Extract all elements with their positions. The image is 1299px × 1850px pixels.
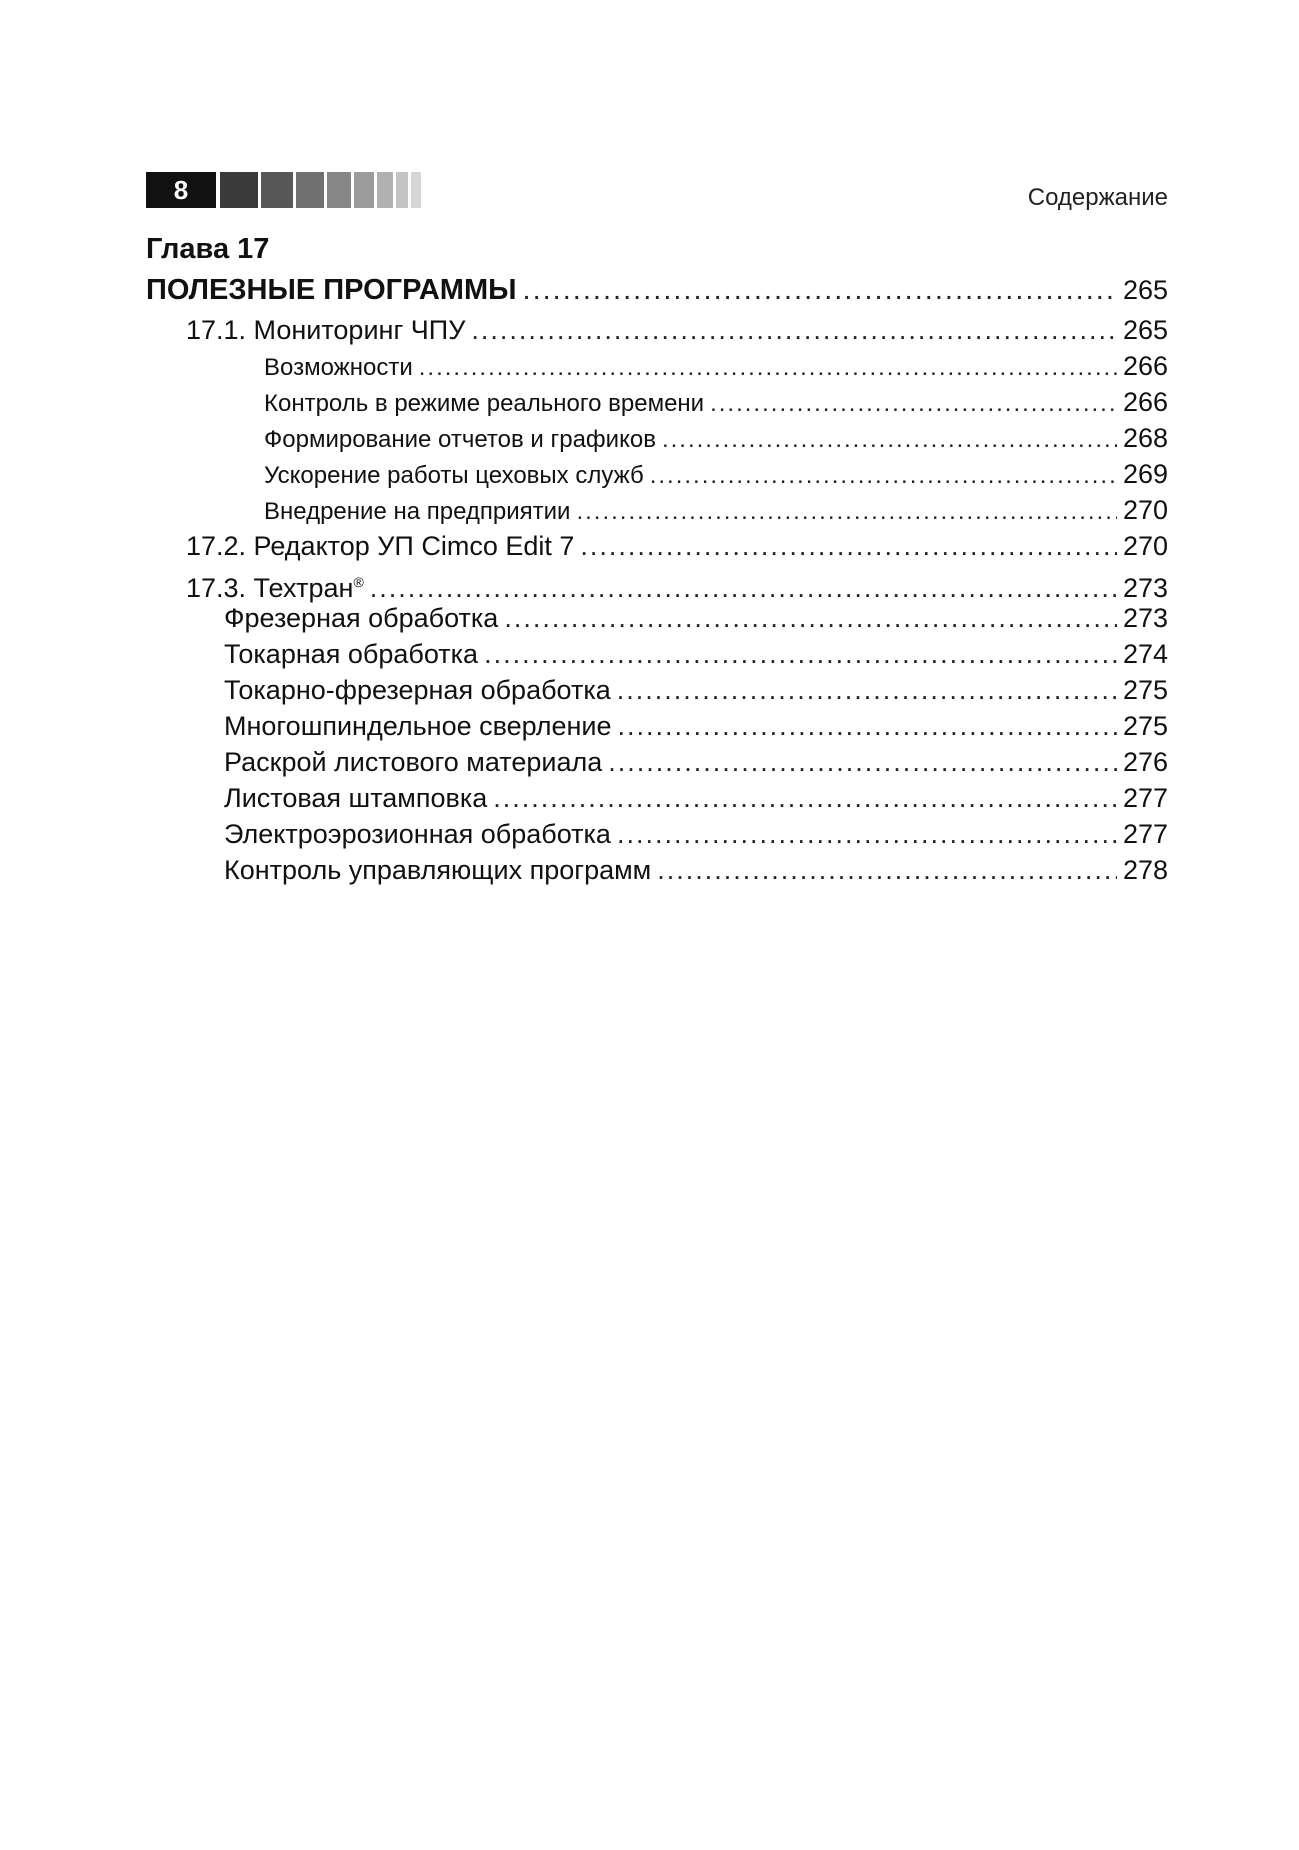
toc-leader-dots bbox=[493, 780, 1117, 816]
page-header bbox=[146, 172, 1168, 210]
toc-entry-page: 265 bbox=[1122, 315, 1168, 345]
toc-leader-dots bbox=[617, 816, 1117, 852]
toc-entry-title bbox=[224, 636, 478, 672]
toc-entry-page: 266 bbox=[1122, 387, 1168, 417]
toc-entry-title bbox=[224, 708, 612, 744]
toc-entry-title-text: 17.1. Мониторинг ЧПУ bbox=[186, 315, 466, 345]
toc-entry-title-text: Многошпиндельное сверление bbox=[224, 711, 612, 741]
toc-entry-page: 266 bbox=[1122, 351, 1168, 381]
strip-block bbox=[220, 172, 258, 208]
toc-entry[interactable] bbox=[146, 268, 1168, 312]
toc-entry-title-text: Контроль в режиме реального времени bbox=[264, 390, 705, 417]
toc-entry-title-text: Раскрой листового материала bbox=[224, 747, 603, 777]
toc-leader-dots bbox=[657, 852, 1117, 888]
toc-entry-title-text: Возможности bbox=[264, 354, 413, 381]
toc-entry[interactable] bbox=[146, 348, 1168, 384]
toc-entry-title-text: 17.3. Техтран bbox=[186, 573, 354, 603]
toc-entry[interactable] bbox=[146, 384, 1168, 420]
toc-entry[interactable] bbox=[146, 492, 1168, 528]
toc-entry[interactable] bbox=[146, 420, 1168, 456]
toc-entry-page: 278 bbox=[1122, 855, 1168, 885]
toc-entry-title-text: Электроэрозионная обработка bbox=[224, 819, 611, 849]
toc-leader-dots bbox=[419, 350, 1117, 386]
toc-leader-dots bbox=[576, 494, 1116, 530]
registered-mark: ® bbox=[353, 574, 364, 590]
toc-entry-page: 277 bbox=[1122, 819, 1168, 849]
page-number: 8 bbox=[146, 172, 216, 208]
toc-entry[interactable] bbox=[146, 312, 1168, 348]
strip-block bbox=[377, 172, 393, 208]
toc-entry-page: 265 bbox=[1122, 275, 1168, 305]
toc-leader-dots bbox=[662, 422, 1117, 458]
toc-entry[interactable] bbox=[146, 528, 1168, 564]
toc-entry-title bbox=[264, 386, 704, 422]
strip-block bbox=[354, 172, 374, 208]
toc-entry[interactable] bbox=[146, 852, 1168, 888]
toc-entry-title-text: Токарно-фрезерная обработка bbox=[224, 675, 611, 705]
running-head: Содержание bbox=[1027, 184, 1168, 211]
toc-entry-page: 273 bbox=[1122, 603, 1168, 633]
toc-entry-page: 275 bbox=[1122, 711, 1168, 741]
toc-entry-title bbox=[264, 458, 644, 494]
strip-block bbox=[411, 172, 421, 208]
toc-leader-dots bbox=[650, 458, 1117, 494]
toc-entry[interactable] bbox=[146, 816, 1168, 852]
toc-entry[interactable] bbox=[146, 672, 1168, 708]
toc-entry-page: 277 bbox=[1122, 783, 1168, 813]
toc-entry-title-text: Токарная обработка bbox=[224, 639, 479, 669]
toc-entry-page: 276 bbox=[1122, 747, 1168, 777]
toc-entry-title bbox=[224, 672, 611, 708]
toc-entry-title bbox=[224, 744, 602, 780]
toc-entry-page: 270 bbox=[1122, 495, 1168, 525]
toc-entry-title bbox=[224, 852, 651, 888]
toc-entry-title bbox=[264, 422, 656, 458]
toc-entry-title bbox=[224, 816, 611, 852]
toc-entry[interactable] bbox=[146, 780, 1168, 816]
toc-entry-page: 270 bbox=[1122, 531, 1168, 561]
toc-entry-page: 273 bbox=[1122, 573, 1168, 603]
toc-entry-page: 275 bbox=[1122, 675, 1168, 705]
toc-entry[interactable] bbox=[146, 708, 1168, 744]
toc-entry-title bbox=[146, 268, 517, 312]
toc-entry-title bbox=[264, 494, 570, 530]
toc-entry-title bbox=[186, 528, 574, 564]
toc-entry[interactable] bbox=[146, 636, 1168, 672]
toc-entry-title-text: 17.2. Редактор УП Cimco Edit 7 bbox=[186, 531, 575, 561]
toc-leader-dots bbox=[523, 268, 1117, 312]
toc-entry-title bbox=[264, 350, 413, 386]
table-of-contents bbox=[146, 268, 1168, 888]
toc-entry-page: 269 bbox=[1122, 459, 1168, 489]
strip-block bbox=[396, 172, 408, 208]
toc-entry-title-text: Контроль управляющих программ bbox=[224, 855, 652, 885]
toc-leader-dots bbox=[710, 386, 1117, 422]
toc-leader-dots bbox=[608, 744, 1117, 780]
strip-block bbox=[296, 172, 324, 208]
toc-entry-title-text: Фрезерная обработка bbox=[224, 603, 499, 633]
strip-block bbox=[327, 172, 351, 208]
toc-entry-title bbox=[224, 600, 498, 636]
toc-entry[interactable] bbox=[146, 600, 1168, 636]
toc-entry[interactable] bbox=[146, 744, 1168, 780]
toc-leader-dots bbox=[484, 636, 1117, 672]
toc-entry-page: 268 bbox=[1122, 423, 1168, 453]
toc-leader-dots bbox=[504, 600, 1117, 636]
toc-entry[interactable] bbox=[146, 456, 1168, 492]
toc-entry-title-text: Ускорение работы цеховых служб bbox=[264, 462, 644, 489]
toc-leader-dots bbox=[471, 312, 1117, 348]
toc-entry-title-text: ПОЛЕЗНЫЕ ПРОГРАММЫ bbox=[146, 274, 517, 306]
toc-entry-title bbox=[224, 780, 487, 816]
toc-entry-title-text: Листовая штамповка bbox=[224, 783, 488, 813]
toc-leader-dots bbox=[618, 708, 1117, 744]
toc-entry-page: 274 bbox=[1122, 639, 1168, 669]
toc-entry-title bbox=[186, 312, 465, 348]
toc-entry-title-text: Формирование отчетов и графиков bbox=[264, 426, 656, 453]
toc-leader-dots bbox=[580, 528, 1117, 564]
strip-block bbox=[261, 172, 293, 208]
chapter-label: Глава 17 bbox=[146, 233, 270, 265]
toc-leader-dots bbox=[617, 672, 1117, 708]
toc-entry-title-text: Внедрение на предприятии bbox=[264, 498, 571, 525]
toc-entry[interactable] bbox=[146, 564, 1168, 603]
